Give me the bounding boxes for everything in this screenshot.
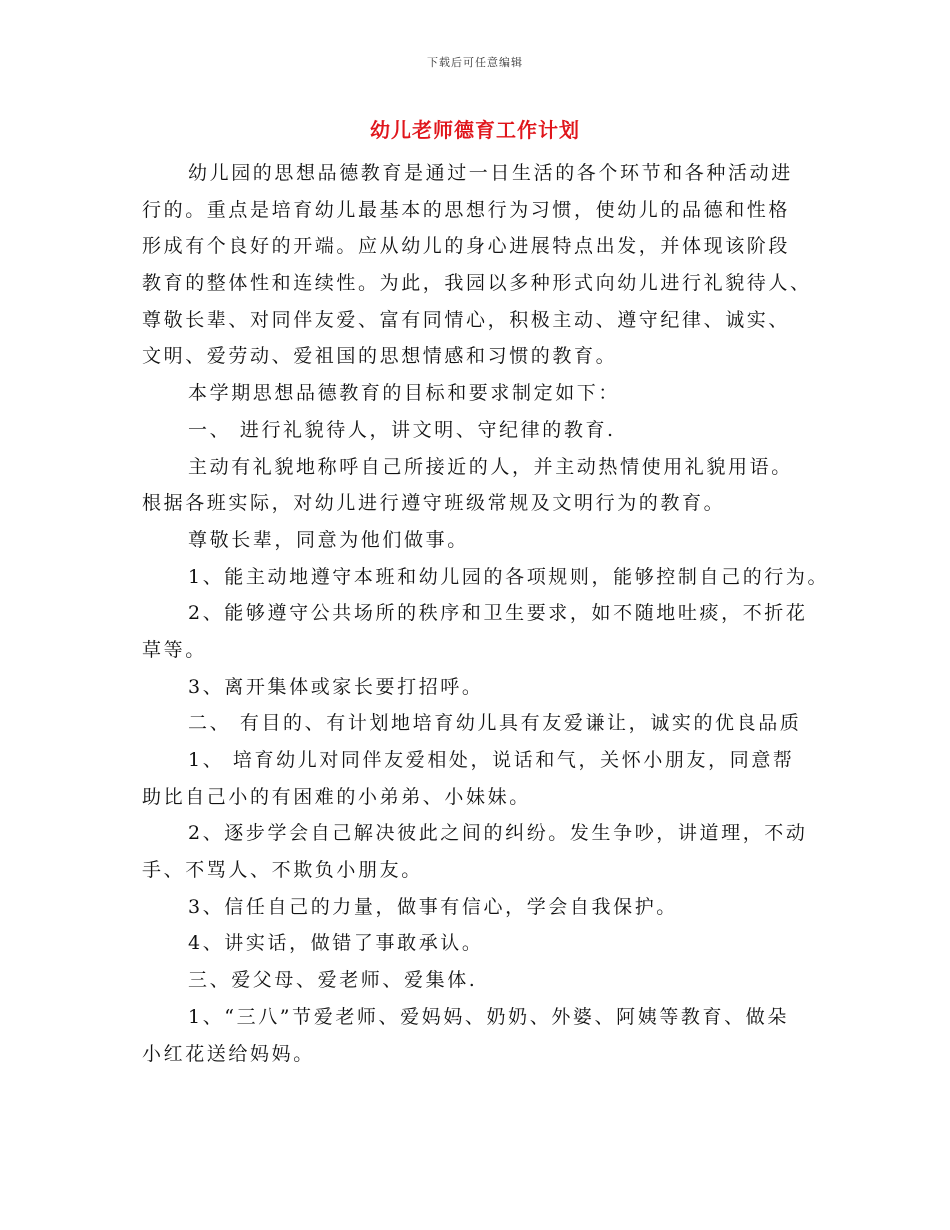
paragraph-line: 文明、爱劳动、爱祖国的思想情感和习惯的教育。 [142,345,618,368]
paragraph-line: 本学期思想品德教育的目标和要求制定如下： [188,382,621,405]
paragraph-line: 手、不骂人、不欺负小朋友。 [142,859,423,882]
paragraph-line: 尊敬长辈，同意为他们做事。 [188,528,469,551]
paragraph-line: 助比自己小的有困难的小弟弟、小妹妹。 [142,785,531,808]
page-header-note: 下载后可任意编辑 [427,56,523,69]
paragraph-line: 根据各班实际，对幼儿进行遵守班级常规及文明行为的教育。 [142,492,726,515]
paragraph-line: 1、能主动地遵守本班和幼儿园的各项规则，能够控制自己的行为。 [188,565,830,588]
paragraph-line: 4、讲实话，做错了事敢承认。 [188,932,484,955]
paragraph-line: 一、 进行礼貌待人，讲文明、守纪律的教育. [188,418,616,441]
paragraph-line: 尊敬长辈、对同伴友爱、富有同情心，积极主动、遵守纪律、诚实、 [142,308,791,331]
document-title: 幼儿老师德育工作计划 [370,118,580,142]
paragraph-line: 3、离开集体或家长要打招呼。 [188,675,484,698]
paragraph-line: 2、能够遵守公共场所的秩序和卫生要求，如不随地吐痰，不折花 [188,602,808,625]
paragraph-line: 主动有礼貌地称呼自己所接近的人，并主动热情使用礼貌用语。 [188,455,793,478]
paragraph-line: 1、 培育幼儿对同伴友爱相处，说话和气，关怀小朋友，同意帮 [188,749,795,771]
paragraph-line: 草等。 [142,638,207,661]
paragraph-line: 二、 有目的、有计划地培育幼儿具有友爱谦让，诚实的优良品质 [188,712,802,735]
paragraph-line: 三、爱父母、爱老师、爱集体. [188,969,478,992]
paragraph-line: 小红花送给妈妈。 [142,1042,315,1065]
paragraph-line: 教育的整体性和连续性。为此，我园以多种形式向幼儿进行礼貌待人、 [142,272,812,295]
paragraph-line: 幼儿园的思想品德教育是通过一日生活的各个环节和各种活动进 [188,162,793,184]
paragraph-line: 3、信任自己的力量，做事有信心，学会自我保护。 [188,895,678,918]
paragraph-line: 形成有个良好的开端。应从幼儿的身心进展特点出发，并体现该阶段 [142,235,791,258]
document-body [142,155,830,1072]
paragraph-line: 2、逐步学会自己解决彼此之间的纠纷。发生争吵，讲道理，不动 [188,822,808,845]
paragraph-line: 1、“三八”节爱老师、爱妈妈、奶奶、外婆、阿姨等教育、做朵 [188,1005,789,1028]
paragraph-line: 行的。重点是培育幼儿最基本的思想行为习惯，使幼儿的品德和性格 [142,198,791,221]
